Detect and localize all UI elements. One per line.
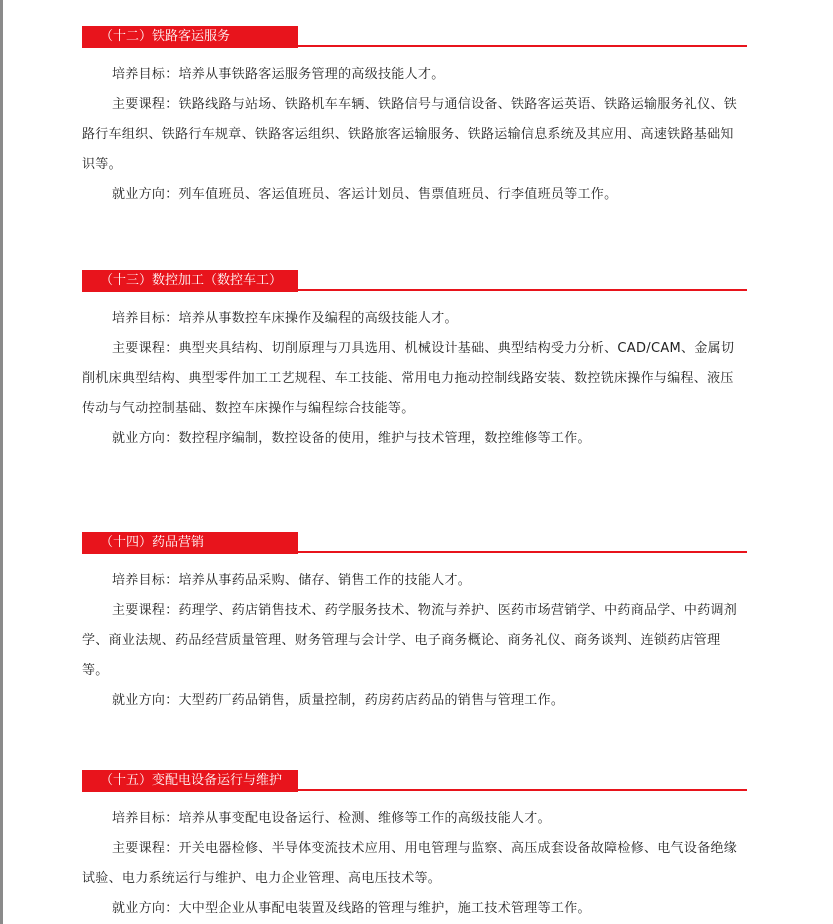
section-divider xyxy=(298,45,747,47)
training-goal: 培养目标：培养从事铁路客运服务管理的高级技能人才。 xyxy=(112,67,445,82)
employment-direction: 就业方向：数控程序编制，数控设备的使用，维护与技术管理，数控维修等工作。 xyxy=(112,431,591,446)
section-title: （十五）变配电设备运行与维护 xyxy=(82,770,298,792)
main-courses: 主要课程：药理学、药店销售技术、药学服务技术、物流与养护、医药市场营销学、中药商品学、中药调剂学、商业法规、药品经营质量管理、财务管理与会计学、电子商务概论、商务礼仪、商务谈判、连锁药店管理等。 xyxy=(82,603,738,678)
section-header xyxy=(82,532,747,554)
main-courses: 主要课程：典型夹具结构、切削原理与刀具选用、机械设计基础、典型结构受力分析、CAD/CAM、金属切削机床典型结构、典型零件加工工艺规程、车工技能、常用电力拖动控制线路安装、数控铣床操作与编程、液压传动与气动控制基础、数控车床操作与编程综合技能等。 xyxy=(82,341,735,416)
section-title: （十三）数控加工（数控车工） xyxy=(82,270,298,292)
section-power-distribution-equipment xyxy=(82,770,747,924)
section-cnc-machining xyxy=(82,270,747,454)
section-body xyxy=(82,304,742,454)
section-header xyxy=(82,770,747,792)
section-body xyxy=(82,566,742,716)
section-railway-passenger-service xyxy=(82,26,747,210)
employment-direction: 就业方向：大中型企业从事配电装置及线路的管理与维护，施工技术管理等工作。 xyxy=(112,901,591,916)
training-goal: 培养目标：培养从事药品采购、储存、销售工作的技能人才。 xyxy=(112,573,472,588)
section-divider xyxy=(298,289,747,291)
section-title: （十二）铁路客运服务 xyxy=(82,26,298,48)
section-divider xyxy=(298,551,747,553)
section-pharmaceutical-marketing xyxy=(82,532,747,716)
section-header xyxy=(82,270,747,292)
section-body xyxy=(82,804,742,924)
main-courses: 主要课程：铁路线路与站场、铁路机车车辆、铁路信号与通信设备、铁路客运英语、铁路运输服务礼仪、铁路行车组织、铁路行车规章、铁路客运组织、铁路旅客运输服务、铁路运输信息系统及其应用、高速铁路基础知识等。 xyxy=(82,97,738,172)
main-courses: 主要课程：开关电器检修、半导体变流技术应用、用电管理与监察、高压成套设备故障检修、电气设备绝缘试验、电力系统运行与维护、电力企业管理、高电压技术等。 xyxy=(82,841,738,886)
section-header xyxy=(82,26,747,48)
training-goal: 培养目标：培养从事变配电设备运行、检测、维修等工作的高级技能人才。 xyxy=(112,811,551,826)
employment-direction: 就业方向：大型药厂药品销售，质量控制，药房药店药品的销售与管理工作。 xyxy=(112,693,565,708)
section-body xyxy=(82,60,742,210)
section-divider xyxy=(298,789,747,791)
training-goal: 培养目标：培养从事数控车床操作及编程的高级技能人才。 xyxy=(112,311,458,326)
section-title: （十四）药品营销 xyxy=(82,532,298,554)
employment-direction: 就业方向：列车值班员、客运值班员、客运计划员、售票值班员、行李值班员等工作。 xyxy=(112,187,618,202)
page-left-border xyxy=(0,0,3,924)
